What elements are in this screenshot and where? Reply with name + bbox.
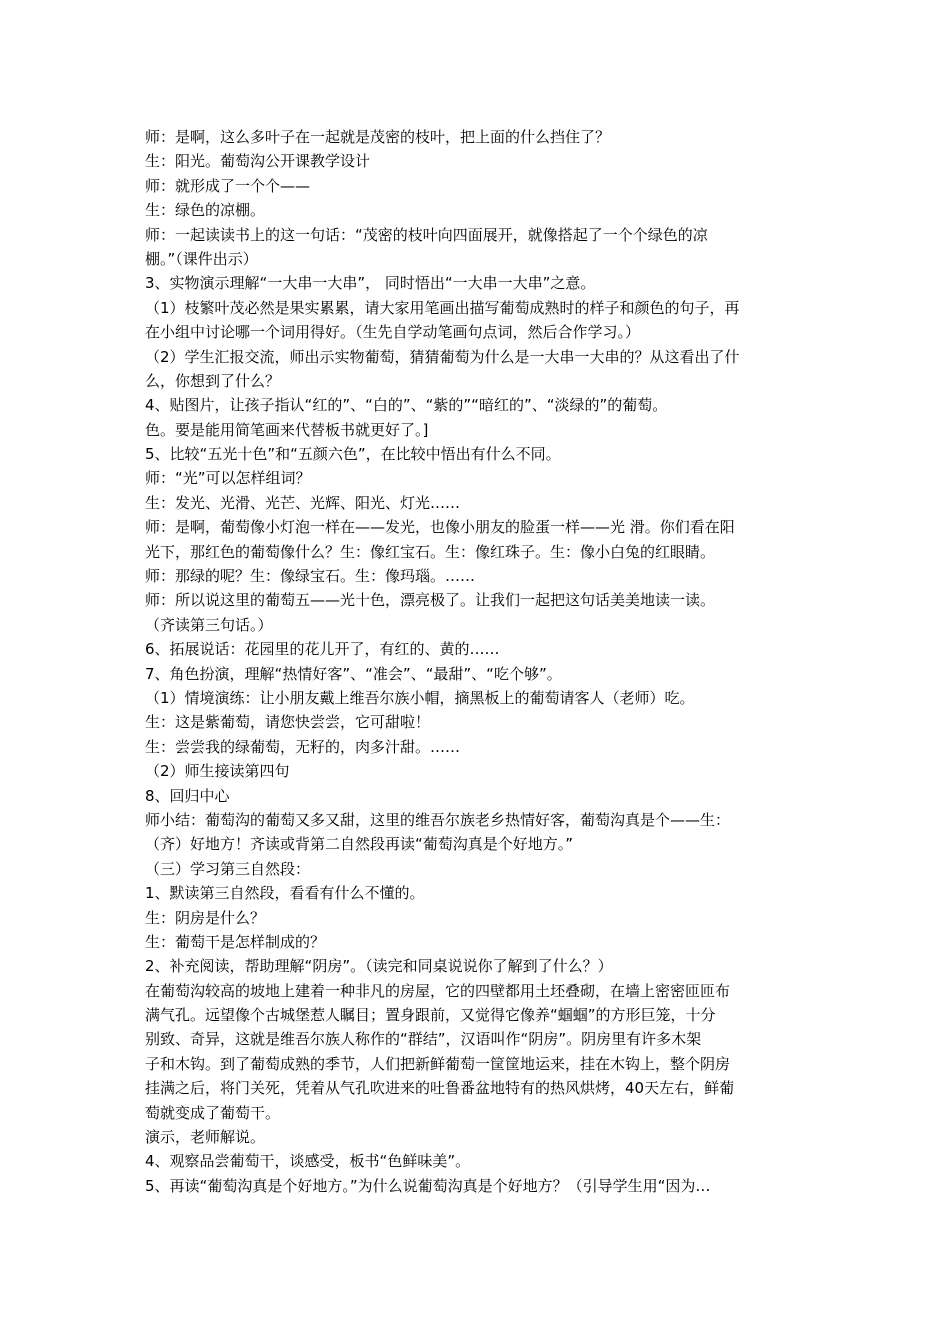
text-line: 生：葡萄干是怎样制成的？ — [145, 932, 326, 951]
text-line: 师小结：葡萄沟的葡萄又多又甜，这里的维吾尔族老乡热情好客，葡萄沟真是个——生： — [145, 810, 731, 829]
text-line: 2、补充阅读，帮助理解“阴房”。（读完和同桌说说你了解到了什么？） — [145, 957, 613, 976]
text-line: （2）师生接读第四句 — [145, 762, 290, 781]
text-line: （齐读第三句话。） — [145, 615, 273, 634]
text-line: （齐）好地方！齐读或背第二自然段再读“葡萄沟真是个好地方。” — [145, 835, 574, 854]
text-line: （三）学习第三自然段： — [145, 859, 311, 878]
text-line: 师：就形成了一个个—— — [145, 176, 311, 195]
text-line: 生：阴房是什么？ — [145, 908, 266, 927]
text-line: 4、观察品尝葡萄干，谈感受，板书“色鲜味美”。 — [145, 1152, 471, 1171]
text-line: 师：是啊，葡萄像小灯泡一样在——发光，也像小朋友的脸蛋一样——光 滑。你们看在阳 — [145, 518, 735, 537]
text-line: 挂满之后，将门关死，凭着从气孔吹进来的吐鲁番盆地特有的热风烘烤，40天左右，鲜葡 — [145, 1079, 735, 1098]
text-line: 棚。”（课件出示） — [145, 249, 258, 268]
text-line: 5、比较“五光十色”和“五颜六色”，在比较中悟出有什么不同。 — [145, 445, 561, 464]
text-line: 师：一起读读书上的这一句话：“茂密的枝叶向四面展开，就像搭起了一个个绿色的凉 — [145, 225, 708, 244]
text-line: 演示，老师解说。 — [145, 1128, 266, 1147]
text-line: 萄就变成了葡萄干。 — [145, 1103, 281, 1122]
text-line: （1）枝繁叶茂必然是果实累累，请大家用笔画出描写葡萄成熟时的样子和颜色的句子，再 — [145, 298, 740, 317]
text-line: 师：“光”可以怎样组词？ — [145, 469, 311, 488]
text-line: 6、拓展说话：花园里的花儿开了，有红的、黄的…… — [145, 640, 500, 659]
text-line: 师：那绿的呢？生：像绿宝石。生：像玛瑙。…… — [145, 567, 476, 586]
document-body — [145, 125, 811, 1198]
text-line: 8、回归中心 — [145, 786, 230, 805]
text-line: 生：这是紫葡萄，请您快尝尝，它可甜啦！ — [145, 713, 431, 732]
text-line: 色。要是能用简笔画来代替板书就更好了。] — [145, 420, 429, 439]
text-line: 3、实物演示理解“一大串一大串”， 同时悟出“一大串一大串”之意。 — [145, 274, 596, 293]
text-line: 4、贴图片，让孩子指认“红的”、“白的”、“紫的”“暗红的”、“淡绿的”的葡萄。 — [145, 396, 668, 415]
text-line: 师：是啊，这么多叶子在一起就是茂密的枝叶，把上面的什么挡住了？ — [145, 128, 611, 146]
text-line: 师：所以说这里的葡萄五——光十色，漂亮极了。让我们一起把这句话美美地读一读。 — [145, 591, 716, 610]
text-line: 在小组中讨论哪一个词用得好。（生先自学动笔画句点词，然后合作学习。） — [145, 323, 641, 342]
text-line: 生：阳光。葡萄沟公开课教学设计 — [145, 152, 371, 171]
text-line: 5、再读“葡萄沟真是个好地方。”为什么说葡萄沟真是个好地方？（引导学生用“因为… — [145, 1176, 711, 1195]
text-line: 别致、奇异，这就是维吾尔族人称作的“群结”，汉语叫作“阴房”。阴房里有许多木架 — [145, 1030, 702, 1049]
text-line: 满气孔。远望像个古城堡惹人瞩目；置身跟前，又觉得它像养“蝈蝈”的方形巨笼，十分 — [145, 1006, 716, 1025]
text-line: 在葡萄沟较高的坡地上建着一种非凡的房屋，它的四壁都用土坯叠砌，在墙上密密匝匝布 — [145, 981, 731, 1000]
text-line: 生：发光、光滑、光芒、光辉、阳光、灯光…… — [145, 493, 461, 512]
text-line: （2）学生汇报交流，师出示实物葡萄，猜猜葡萄为什么是一大串一大串的？从这看出了什 — [145, 347, 740, 366]
text-line: 7、角色扮演，理解“热情好客”、“准会”、“最甜”、“吃个够”。 — [145, 664, 562, 683]
text-line: （1）情境演练：让小朋友戴上维吾尔族小帽，摘黑板上的葡萄请客人（老师）吃。 — [145, 688, 695, 707]
text-line: 子和木钩。到了葡萄成熟的季节，人们把新鲜葡萄一筐筐地运来，挂在木钩上，整个阴房 — [145, 1054, 731, 1073]
text-line: 1、默读第三自然段，看看有什么不懂的。 — [145, 884, 425, 903]
text-line: 生：尝尝我的绿葡萄，无籽的，肉多汁甜。…… — [145, 737, 461, 756]
text-line: 么，你想到了什么？ — [145, 371, 281, 390]
text-line: 光下，那红色的葡萄像什么？生：像红宝石。生：像红珠子。生：像小白兔的红眼睛。 — [145, 542, 716, 561]
text-line: 生：绿色的凉棚。 — [145, 201, 266, 220]
